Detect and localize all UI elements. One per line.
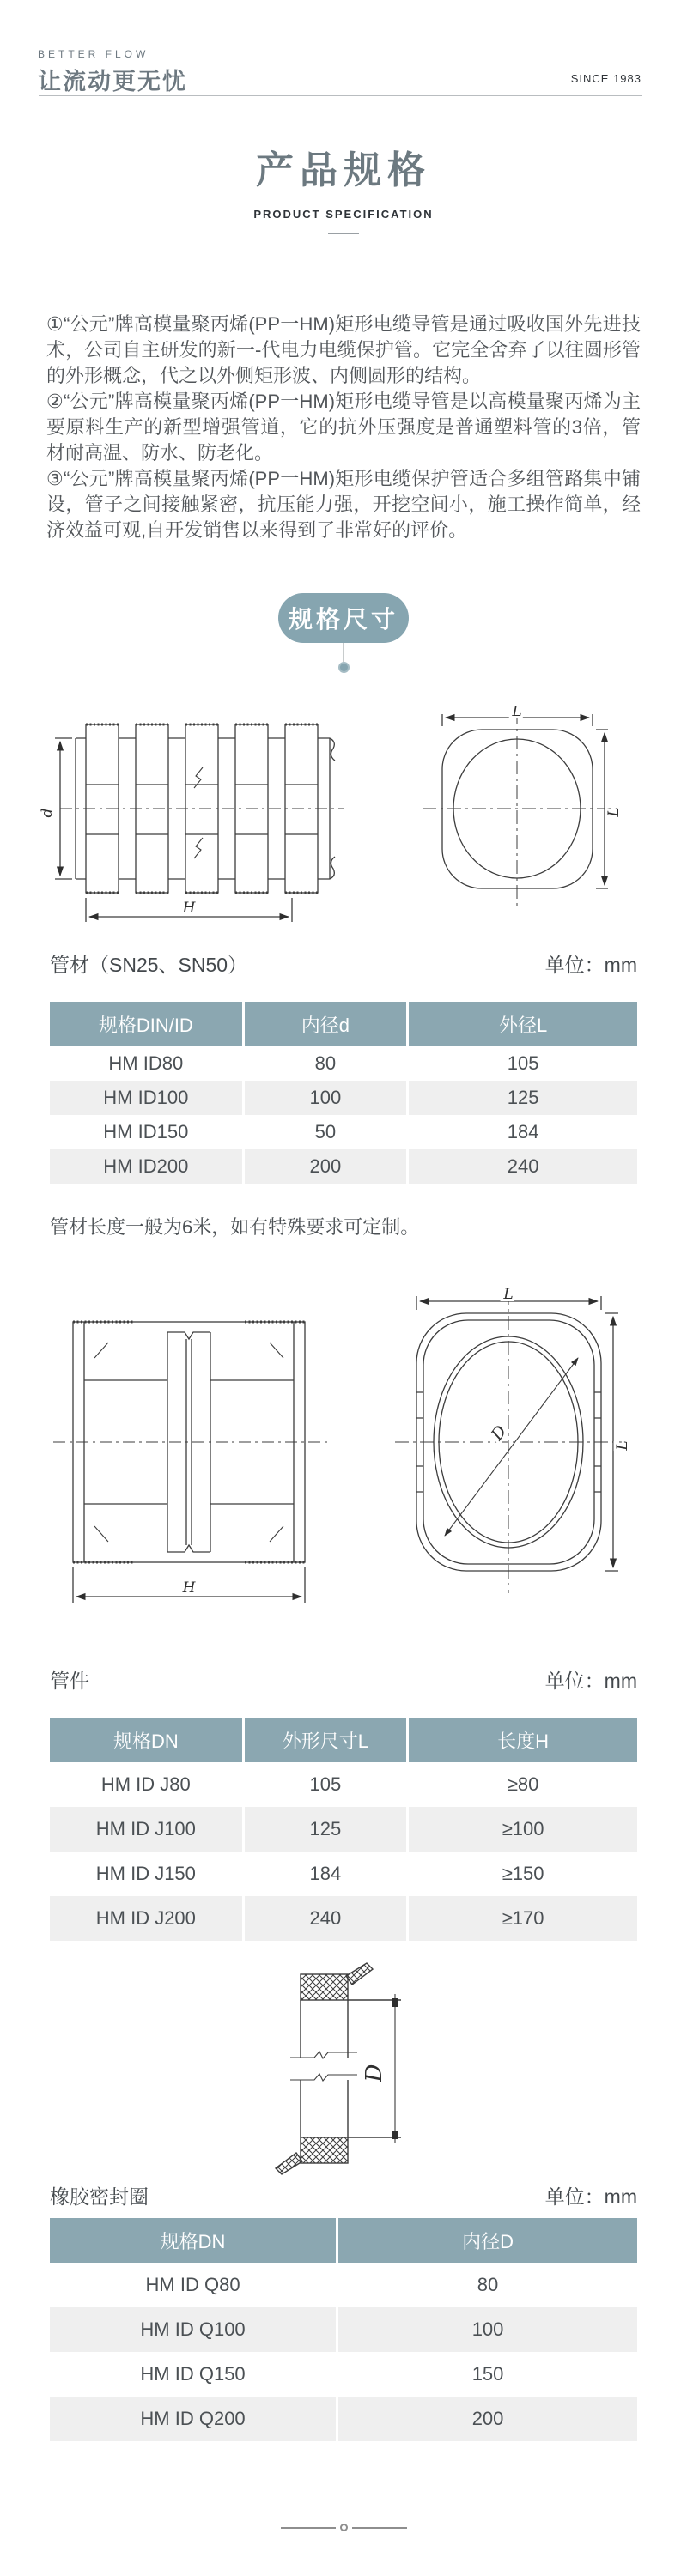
table-row (50, 2263, 637, 2307)
table-header-row (50, 2218, 637, 2263)
table-cell: ≥100 (406, 1807, 637, 1852)
dim-label-l-right: L (605, 807, 623, 817)
seal-ring-technical-drawing (189, 1961, 498, 2176)
fitting-spec-table (50, 1718, 637, 1941)
table-row (50, 1149, 637, 1184)
dim-label-d: D (362, 2064, 387, 2082)
table-cell: 125 (406, 1081, 637, 1115)
fitting-technical-drawing (34, 1279, 653, 1622)
title-dash (328, 233, 359, 234)
table-row (50, 1852, 637, 1896)
table-cell: HM ID J200 (50, 1896, 242, 1941)
table-cell: HM ID Q80 (50, 2263, 336, 2307)
pipe-technical-drawing (34, 706, 653, 929)
intro-paragraph-2: ②“公元”牌高模量聚丙烯(PP一HM)矩形电缆导管是以高模量聚丙烯为主要原料生产的新型增强管道，它的抗外压强度是普通塑料管的3倍，管材耐高温、防水、防老化。 (46, 391, 641, 464)
brand-logo-block (38, 48, 187, 96)
table-row (50, 1807, 637, 1852)
table-row (50, 1896, 637, 1941)
table-cell: HM ID J80 (50, 1762, 242, 1807)
table-cell: 80 (242, 1046, 407, 1081)
table-cell: 240 (242, 1896, 407, 1941)
table-cell: 240 (406, 1149, 637, 1184)
table-cell: ≥150 (406, 1852, 637, 1896)
column-header: 规格DN (50, 2218, 336, 2263)
brand-header (0, 0, 687, 96)
table-unit: 单位：mm (544, 2185, 637, 2208)
table-caption: 管件 (50, 1670, 89, 1692)
page-title: 产品规格 (256, 149, 431, 191)
pipe-table-block (50, 949, 637, 1184)
table-cell: HM ID Q200 (50, 2397, 336, 2441)
column-header: 规格DN (50, 1718, 242, 1762)
footer-line-right (352, 2527, 407, 2529)
brand-logo-text: 让流动更无忧 (38, 69, 187, 94)
table-cell: 105 (406, 1046, 637, 1081)
seal-table-block (50, 2181, 637, 2441)
column-header: 规格DIN/ID (50, 1002, 242, 1046)
table-cell: HM ID200 (50, 1149, 242, 1184)
table-row (50, 2397, 637, 2441)
brand-since-label: SINCE 1983 (570, 72, 641, 85)
table-cell: 105 (242, 1762, 407, 1807)
table-cell: 200 (336, 2397, 637, 2441)
table-cell: 50 (242, 1115, 407, 1149)
table-row (50, 1081, 637, 1115)
seal-spec-table (50, 2218, 637, 2441)
dim-label-l-right: L (614, 1440, 631, 1451)
table-caption: 橡胶密封圈 (50, 2185, 149, 2208)
column-header: 内径d (242, 1002, 407, 1046)
table-cell: 150 (336, 2352, 637, 2397)
badge-connector-dot (338, 662, 350, 673)
table-cell: ≥80 (406, 1762, 637, 1807)
column-header: 长度H (406, 1718, 637, 1762)
column-header: 外形尺寸L (242, 1718, 407, 1762)
table-cell: 125 (242, 1807, 407, 1852)
table-row (50, 1046, 637, 1081)
table-cell: HM ID Q150 (50, 2352, 336, 2397)
table-row (50, 2352, 637, 2397)
title-section (0, 139, 687, 234)
page-subtitle: PRODUCT SPECIFICATION (253, 208, 434, 221)
table-header-row (50, 1718, 637, 1762)
badge-connector-line (343, 643, 344, 662)
table-cell: HM ID J100 (50, 1807, 242, 1852)
table-row (50, 1115, 637, 1149)
table-header-row (50, 1002, 637, 1046)
table-unit: 单位：mm (544, 1670, 637, 1692)
section-badge-wrap (0, 593, 687, 673)
dim-label-l-top: L (512, 706, 522, 720)
pipe-spec-table (50, 1002, 637, 1184)
table-row (50, 1762, 637, 1807)
dim-label-d: d (39, 808, 56, 818)
column-header: 内径D (336, 2218, 637, 2263)
table-row (50, 2307, 637, 2352)
dim-label-l-top: L (503, 1286, 514, 1303)
table-cell: 80 (336, 2263, 637, 2307)
pipe-length-note: 管材长度一般为6米，如有特殊要求可定制。 (50, 1216, 420, 1238)
dim-label-h: H (182, 900, 196, 917)
dim-label-d-diagonal: D (487, 1421, 511, 1445)
intro-paragraph-1: ①“公元”牌高模量聚丙烯(PP一HM)矩形电缆导管是通过吸收国外先进技术，公司自主研发的新一-代电力电缆保护管。它完全舍弃了以往圆形管的外形概念，代之以外侧矩形波、内侧圆形的结构。 (46, 313, 641, 386)
brand-tagline: BETTER FLOW (38, 48, 149, 60)
intro-paragraph-3: ③“公元”牌高模量聚丙烯(PP一HM)矩形电缆保护管适合多组管路集中铺设，管子之间接触紧密，抗压能力强，开挖空间小，施工操作简单，经济效益可观,自开发销售以来得到了非常好的评价。 (46, 468, 641, 541)
table-cell: 184 (406, 1115, 637, 1149)
intro-paragraphs (46, 312, 641, 543)
section-badge: 规格尺寸 (278, 593, 409, 643)
column-header: 外径L (406, 1002, 637, 1046)
footer-circle-icon (340, 2524, 348, 2531)
dim-label-h: H (182, 1579, 196, 1597)
table-cell: HM ID100 (50, 1081, 242, 1115)
footer-decoration (0, 2524, 687, 2531)
fitting-table-block (50, 1665, 637, 1941)
table-cell: HM ID Q100 (50, 2307, 336, 2352)
table-cell: HM ID80 (50, 1046, 242, 1081)
footer-line-left (281, 2527, 336, 2529)
table-cell: ≥170 (406, 1896, 637, 1941)
table-cell: 200 (242, 1149, 407, 1184)
table-unit: 单位：mm (544, 954, 637, 976)
table-cell: 100 (242, 1081, 407, 1115)
header-divider (39, 95, 642, 96)
table-cell: 184 (242, 1852, 407, 1896)
table-cell: 100 (336, 2307, 637, 2352)
table-cell: HM ID J150 (50, 1852, 242, 1896)
table-caption: 管材（SN25、SN50） (50, 954, 248, 976)
table-cell: HM ID150 (50, 1115, 242, 1149)
